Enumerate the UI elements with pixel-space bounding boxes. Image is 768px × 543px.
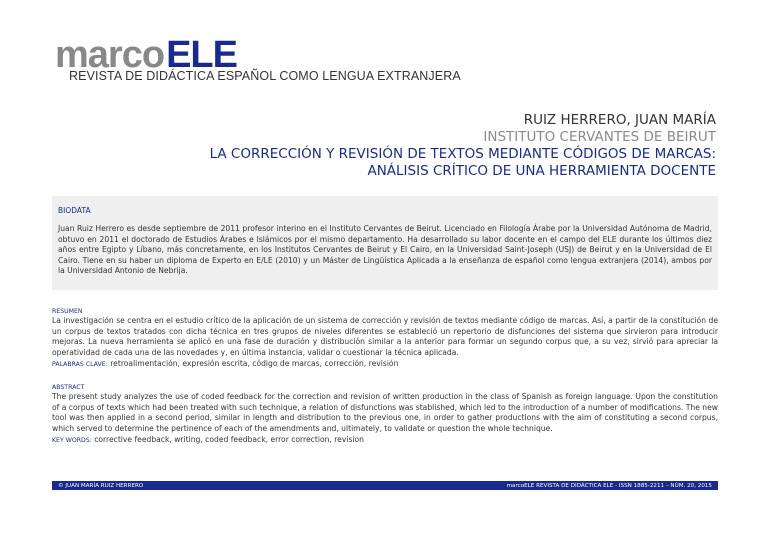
biodata-text: Juan Ruiz Herrero es desde septiembre de 2011 profesor interino en el Instituto Cervantes de Beirut. Licenciado en Filología Árabe por la Universidad Autónoma de Madrid, obtuvo en 2011 el doctorado de Estudios Árabes e Islámicos por el mismo departamento. Ha desarrollado su labor docente en el campo del ELE durante los últimos diez años entre Egipto y Líbano, más concretamente, en los Institutos Cervantes de Beirut y El Cairo, en la Universidad Saint-Joseph (USJ) de Beirut y en la Universidad de El Cairo. Tiene en su haber un diploma de Experto en E/LE (2010) y un Máster de Lingüística Aplicada a la enseñanza de español como lengua extranjera (2014), ambos por la Universidad Antonio de Nebrija. [58, 224, 712, 276]
article-author: RUIZ HERRERO, JUAN MARÍA [523, 112, 716, 128]
resumen-label: RESUMEN [52, 308, 83, 315]
resumen-section [52, 307, 718, 370]
journal-tagline: REVISTA DE DIDÁCTICA ESPAÑOL COMO LENGUA EXTRANJERA [69, 69, 461, 83]
footer-copyright: © JUAN MARÍA RUIZ HERRERO [58, 482, 144, 489]
page-footer [52, 481, 718, 490]
resumen-text: La investigación se centra en el estudio crítico de la aplicación de un sistema de corrección y revisión de textos mediante código de marcas. Así, a partir de la constitución de un corpus de textos tratados con dicha técnica en tres grupos de niveles diferentes se estableció un repertorio de disfunciones del sistema que sirvieron para introducir mejoras. La nueva herramienta se aplicó en una fase de duración y distribución similar a la anterior para formar un segundo corpus que, a su vez, sirvió para apreciar la operatividad de cada una de las novedades y, en última instancia, validar o cuestionar la técnica aplicada. [52, 316, 718, 357]
biodata-box [52, 196, 718, 290]
footer-journal-info: marcoELE REVISTA DE DIDÁCTICA ELE - ISSN 1885-2211 – NÚM. 20, 2015 [506, 482, 712, 489]
author-institution: INSTITUTO CERVANTES DE BEIRUT [483, 129, 716, 145]
article-title-line-2: ANÁLISIS CRÍTICO DE UNA HERRAMIENTA DOCENTE [367, 163, 716, 179]
abstract-text: The present study analyzes the use of coded feedback for the correction and revision of written production in the class of Spanish as foreign language. Upon the constitution of a corpus of texts which had been treated with such technique, a relation of disfunctions was stablished, which led to the introduction of a number of modifications. The new tool was then applied in a second period, similar in length and distribution to the previous one, in order to gather productions with the aim of constituting a second corpus, which served to determine the pertinence of each of the amendments and, ultimately, to validate or question the whole technique. [52, 392, 718, 433]
key-words-values: corrective feedback, writing, coded feedback, error correction, revision [94, 435, 364, 445]
logo-marco-text: marco [55, 34, 165, 76]
abstract-label: ABSTRACT [52, 384, 85, 391]
key-words-label: KEY WORDS: [52, 437, 92, 445]
article-title-line-1: LA CORRECCIÓN Y REVISIÓN DE TEXTOS MEDIANTE CÓDIGOS DE MARCAS: [209, 146, 716, 162]
biodata-label: BIODATA [58, 206, 91, 215]
palabras-clave-values: retroalimentación, expresión escrita, código de marcas, corrección, revisión [110, 359, 399, 369]
palabras-clave-line [52, 358, 718, 370]
key-words-line [52, 434, 718, 446]
journal-logo [55, 34, 237, 76]
article-header [210, 112, 716, 180]
logo-ele-text: ELE [166, 34, 237, 76]
palabras-clave-label: PALABRAS CLAVE: [52, 361, 108, 369]
abstract-section [52, 383, 718, 446]
